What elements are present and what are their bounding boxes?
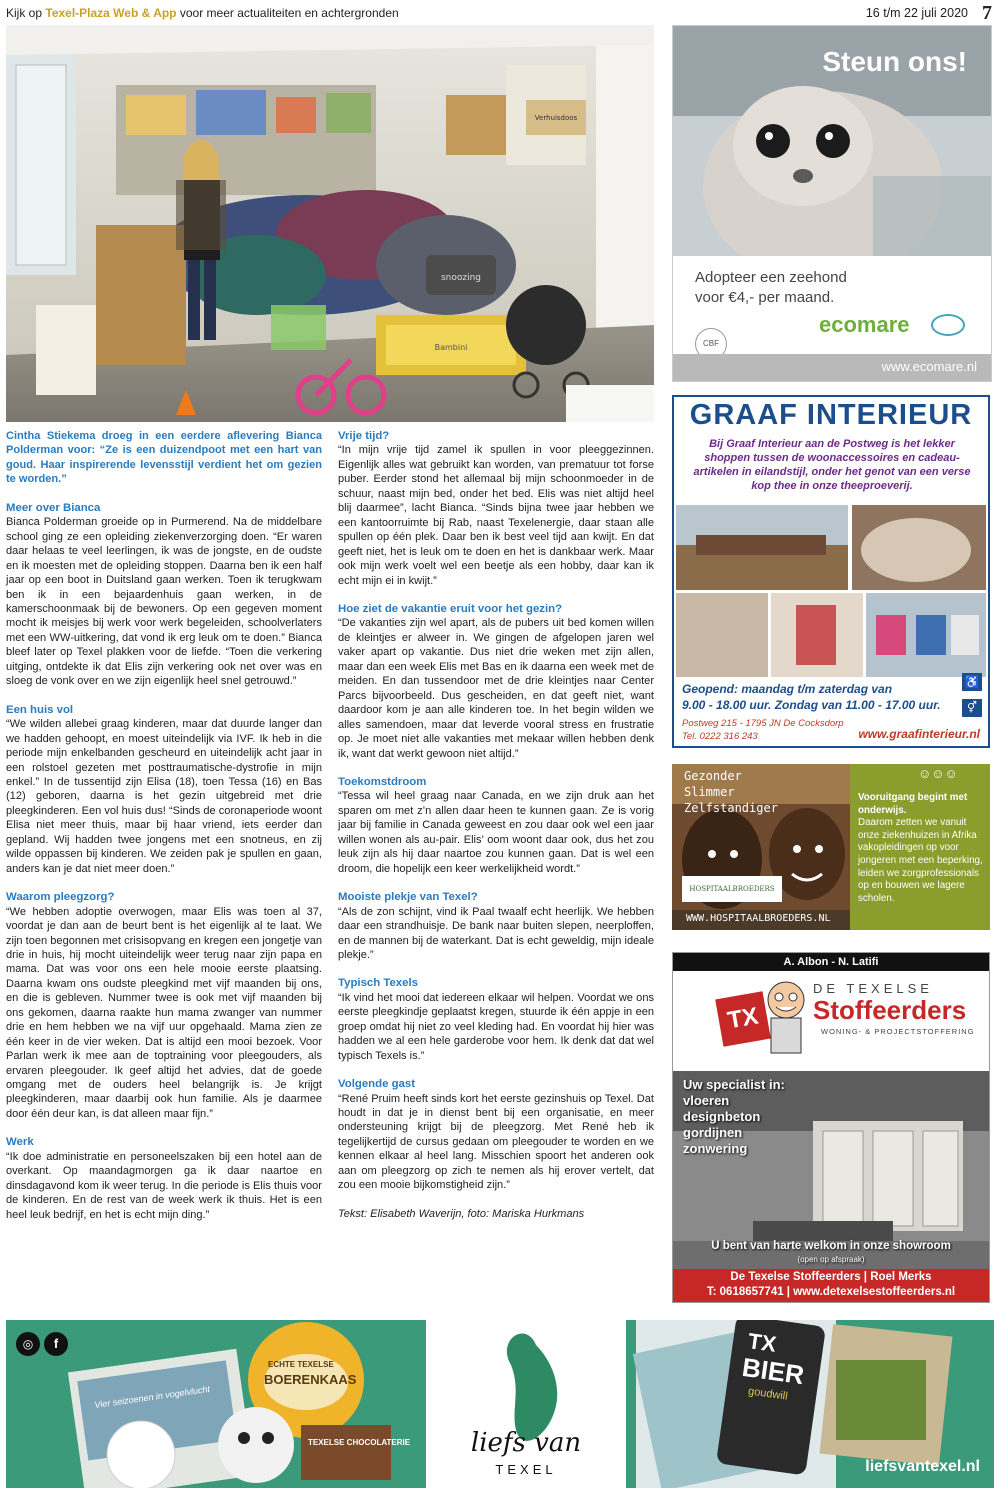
ecomare-ad[interactable] xyxy=(672,25,992,382)
cheese-label: BOERENKAAS xyxy=(264,1372,357,1387)
beer-main: BIER xyxy=(740,1351,806,1391)
tx-footer-1: De Texelse Stoffeerders | Roel Merks xyxy=(730,1271,932,1283)
crib-label: Bambini xyxy=(434,343,468,352)
section-heading: Volgende gast xyxy=(338,1078,416,1091)
graaf-photos xyxy=(676,505,986,677)
tx-footer-2[interactable]: T: 0618657741 | www.detexelsestoffeerders.nl xyxy=(706,1286,956,1298)
graaf-phone: Tel. 0222 316 243 xyxy=(682,731,758,742)
tx-service-item: gordijnen xyxy=(683,1125,743,1140)
section-paragraph: “We wilden allebei graag kinderen, maar dat duurde langer dan we hadden gehoopt, en moest uiteindelijk via IVF. Ik heb in die periode mijn enkelbanden gescheurd en uiteindelijk acht jaar in een rolstoel gezeten met posttraumatische-dystrofie in mijn enkel.” In de tussentijd zijn Elisa (18), toen Tessa (16) en Bas (12) geboren, daarna is het gezin uitgebreid met drie pleegkinderen. Een vol huis dus! “Sinds de coronaperiode woont Elisa niet meer thuis, maar bij haar vriend, iets eerder dan gepland. Wij hadden twee jongens met een snotneus, en zij wilde oppassen bij kinderen. We zeiden pak je spullen en gaan, anders kan je dat niet meer doen.” xyxy=(6,718,322,875)
cheese-top: ECHTE TEXELSE xyxy=(268,1360,334,1369)
graaf-hours-2: 9.00 - 18.00 uur. Zondag van 11.00 - 17.00 uur. xyxy=(682,698,941,712)
hosp-text xyxy=(858,792,984,905)
box-label: Verhuisdoos xyxy=(534,114,578,122)
hosp-taglines xyxy=(684,768,778,816)
ecomare-url[interactable]: www.ecomare.nl xyxy=(881,359,977,374)
graaf-hours-1: Geopend: maandag t/m zaterdag van xyxy=(682,682,893,696)
hosp-smiley-icons: ☺☺☺ xyxy=(918,766,958,781)
beer-top: TX xyxy=(746,1328,778,1357)
page-number: 7 xyxy=(982,2,992,24)
article-column-2 xyxy=(338,429,654,1221)
tx-appointment: (open op afspraak) xyxy=(797,1255,865,1264)
ecomare-wave-icon xyxy=(931,314,965,336)
section-heading: Een huis vol xyxy=(6,703,74,716)
pram-label: snoozing xyxy=(440,273,482,283)
graaf-url[interactable]: www.graafinterieur.nl xyxy=(858,727,980,741)
liefs-brand: liefs van xyxy=(470,1428,582,1458)
section-heading: Hoe ziet de vakantie eruit voor het gezin? xyxy=(338,602,563,615)
section-paragraph: “De vakanties zijn wel apart, als de pubers uit bed komen willen de kleintjes er alweer in. We gingen de afgelopen jaren wel vaker apart op vakantie. Dus niet drie weken met zijn allen, maar dan een week Elis met Bas en ik daarna een week met de meiden. En dan tussendoor met de drie kleintjes naar Center Parcs bijvoorbeeld. Dus gescheiden, en dat geeft niet, want daardoor kom je aan alle kinderen toe. In het begin wilden we alles samendoen, maar dat leverde vooral stress en frustratie op. Je moet niet alle vakanties met mekaar willen hebben denk ik, want dat werkt gewoon niet altijd.” xyxy=(338,617,654,760)
chocolate-label: TEXELSE CHOCOLATERIE xyxy=(308,1438,411,1447)
section-paragraph: “Als de zon schijnt, vind ik Paal twaalf echt heerlijk. We hebben daar een strandhuisje. De bank naar buiten slepen, neerploffen, en de mannen bij de waterkant. Dat is echt geweldig, mijn ideale plekje.” xyxy=(338,905,654,961)
tx-service-item: zonwering xyxy=(683,1141,748,1156)
hosp-logo: HOSPITAALBROEDERS xyxy=(682,876,782,902)
section-paragraph: “Ik vind het mooi dat iedereen elkaar wil helpen. Voordat we ons eerste pleegkindje geplaatst kregen, stuurde ik één appje in een groep omdat hij niet zo veel kleding had. En voordat hij hier was hadden we al een hele garderobe voor hem. Ik denk dat dat wel typisch Texels is.” xyxy=(338,991,654,1062)
tx-specialist: Uw specialist in: xyxy=(683,1077,785,1092)
ecomare-line1: Adopteer een zeehond xyxy=(695,269,847,286)
beer-sub: goudwill xyxy=(747,1385,789,1403)
tx-names: A. Albon - N. Latifi xyxy=(673,953,989,971)
instagram-icon[interactable]: ◎ xyxy=(16,1332,40,1356)
tx-brand-sub: WONING- & PROJECTSTOFFERING xyxy=(821,1027,975,1036)
issue-date: 16 t/m 22 juli 2020 xyxy=(865,6,968,20)
section-paragraph: “René Pruim heeft sinds kort het eerste gezinshuis op Texel. Dat houdt in dat je in dienst bent bij een organisatie, en meer ondersteuning krijgt bij de pleegzorg. Met René heb ik tegelijkertijd de cursus gedaan om pleegouder te worden en we kennen elkaar al heel lang. Misschien spoort het anderen ook aan om pleegzorg op zich te nemen als hij erover vertelt, dat zou een mooie bijkomstigheid zijn.” xyxy=(338,1092,654,1192)
graaf-interieur-ad[interactable] xyxy=(672,395,990,748)
section-paragraph: “Ik doe administratie en personeelszaken bij een hotel aan de overkant. Op maandagmorgen ga ik daar naartoe en dinsdagavond kom ik weer terug. In die periode is Elis thuis voor de kinderen. En de rest van de week werk ik thuis. Het is een heel leuk bedrijf, en het is echt mijn ding.” xyxy=(6,1150,322,1221)
graaf-address: Postweg 215 - 1795 JN De Cocksdorp xyxy=(682,718,844,729)
section-paragraph: Bianca Polderman groeide op in Purmerend. Na de middelbare school ging ze een opleiding ziekenverzorging doen. “Er waren daar helaas te veel leerlingen, ik was de jongste, en de oudste en ik moesten met de opleiding stoppen. Daarna ben ik een half jaar op een boot in Duitsland gaan werken. Toen ik terugkwam ben ik in een bejaardenhuis gaan werken, in de kamerschoonmaak bij de bewoners. Op een gegeven moment mocht ik meisjes bij werk voor werk begeleiden, schoolverlaters met een WW-uitkering, dat vond ik erg leuk om te doen.” Bianca bleef later op Texel plakken voor de liefde. “Toen die verkering uitging, ontdekte ik dat Elis zijn verkering ook net over was en sloeg de vonk over en we zijn eigenlijk heel snel getrouwd.” xyxy=(6,516,322,688)
tx-logo-badge: TX xyxy=(715,991,771,1047)
section-paragraph: “Tessa wil heel graag naar Canada, en we zijn druk aan het sparen om met z’n allen daar heen te kunnen gaan. Ze is vorig jaar bij familie in Canada geweest en zou daar ook wel een jaar willen wonen als au-pair. Elis’ oom woont daar ook, dus het zou leuk zijn als hij daar naartoe zou kunnen gaan. Dat is wel een droom, die hopelijk een keer werkelijkheid wordt.” xyxy=(338,790,654,875)
article-lead: Cintha Stiekema droeg in een eerdere aflevering Bianca Polderman voor: “Ze is een duizendpoot met een hart van goud. Haar inspirerende levensstijl verdient het om gezien te worden.” xyxy=(6,430,322,486)
hosp-body: Daarom zetten we vanuit onze ziekenhuizen in Afrika vakopleidingen op voor jongeren met een beperking, leiden we zorgprofessionals op en bouwen we lagere scholen. xyxy=(858,817,983,904)
header-tagline xyxy=(6,6,399,20)
cartoon-man-icon xyxy=(761,975,811,1055)
ecomare-headline: Steun ons! xyxy=(822,46,967,77)
article-credit: Tekst: Elisabeth Waverijn, foto: Mariska Hurkmans xyxy=(338,1207,585,1220)
section-heading: Waarom pleegzorg? xyxy=(6,891,115,904)
tx-service-item: designbeton xyxy=(683,1109,761,1124)
section-heading: Vrije tijd? xyxy=(338,430,390,442)
liefs-brand-sub: TEXEL xyxy=(495,1462,557,1477)
hospitaalbroeders-ad[interactable] xyxy=(672,764,990,930)
tx-services xyxy=(683,1077,785,1157)
section-heading: Meer over Bianca xyxy=(6,501,101,514)
section-paragraph: “We hebben adoptie overwogen, maar Elis was toen al 37, voordat je dan aan de beurt bent is het eigenlijk al te laat. We zijn toen begonnen met crisisopvang en kregen een jongetje van drie in huis, hij mocht uiteindelijk weer terug naar zijn papa en mama. Dat was voor ons een hele mooie eerste plaatsing. Daarna kwam ons oudste pleegkind met vijf maanden bij ons, en die is gebleven. Nummer twee is ook met vijf maanden bij ons gekomen, daarna raakte hun mama zwanger van nummer drie en hem hebben we na vijf uur opgehaald. Mama zien ze één keer in de vier weken. Dat is altijd een mooi bezoek. Voor Parlan werk ik mee aan de toptraining voor pleegouders, als ervaren pleegouder. Ik geef altijd het advies, dat de goede omgang met de ouders heel belangrijk is. Je krijgt pleegkinderen, maar daarbij ook hun familie. Als je daarmee door één deur kan, is dat alleen maar fijn.” xyxy=(6,905,322,1120)
card-text: Vier seizoenen in vogelvlucht xyxy=(93,1383,211,1411)
section-paragraph: “In mijn vrije tijd zamel ik spullen in voor pleeggezinnen. Eigenlijk alles wat gebruikt kan worden, van prematuur tot forse puber. Eerder stond het allemaal bij mijn schoonmoeder in de schuur, naast mijn bed, onder het bed. Elis was niet altijd heel blij daarmee”, lacht Bianca. “Sinds bijna twee jaar hebben we een kantoorruimte bij Rab, naast Texelenergie, daar staan alle spullen op één plek. Daar ben ik best veel tijd aan kwijt. En dat geeft niet, het is leuk om te doen en het is dankbaar werk. Maar ook mijn werk voelt wel een beetje als een hobby, daar kan ik echt mijn ei in kwijt.” xyxy=(338,444,654,587)
hosp-heading: Vooruitgang begint met onderwijs. xyxy=(858,792,968,816)
article-photo xyxy=(6,25,654,422)
ecomare-logo: ecomare xyxy=(819,312,910,337)
liefs-url[interactable]: liefsvantexel.nl xyxy=(865,1458,980,1475)
tx-welcome: U bent van harte welkom in onze showroom xyxy=(711,1240,951,1252)
wheelchair-icon: ♿ xyxy=(962,673,982,691)
hosp-tag-3: Zelfstandiger xyxy=(684,801,778,815)
section-heading: Werk xyxy=(6,1136,34,1149)
article-column-1 xyxy=(6,429,322,1222)
section-heading: Typisch Texels xyxy=(338,977,418,990)
section-heading: Toekomstdroom xyxy=(338,775,427,788)
tx-service-item: vloeren xyxy=(683,1093,730,1108)
graaf-title: GRAAF INTERIEUR xyxy=(689,399,973,431)
tx-brand-top: DE TEXELSE xyxy=(813,981,933,996)
hosp-tag-1: Gezonder xyxy=(684,769,742,783)
hosp-url[interactable]: WWW.HOSPITAALBROEDERS.NL xyxy=(686,913,831,924)
restroom-icon: ⚥ xyxy=(962,699,982,717)
tx-brand-main: Stoffeerders xyxy=(813,995,967,1025)
texelse-stoffeerders-ad[interactable] xyxy=(672,952,990,1303)
hosp-tag-2: Slimmer xyxy=(684,785,735,799)
cbf-badge-icon: CBF xyxy=(695,328,727,360)
storage-room-photo xyxy=(6,25,654,422)
page-header xyxy=(6,4,994,22)
liefs-van-texel-ad[interactable] xyxy=(6,1320,994,1488)
header-suffix: voor meer actualiteiten en achtergronden xyxy=(179,6,399,20)
header-prefix: Kijk op xyxy=(6,6,43,20)
section-heading: Mooiste plekje van Texel? xyxy=(338,891,478,904)
ecomare-line2: voor €4,- per maand. xyxy=(695,289,835,306)
header-highlight[interactable]: Texel-Plaza Web & App xyxy=(45,6,177,20)
facebook-icon[interactable]: f xyxy=(44,1332,68,1356)
graaf-text: Bij Graaf Interieur aan de Postweg is het lekker shoppen tussen de woonaccessoires en cadeau-artikelen in eilandstijl, onder het genot van een verse kop thee in onze theeproeverij. xyxy=(693,438,971,492)
